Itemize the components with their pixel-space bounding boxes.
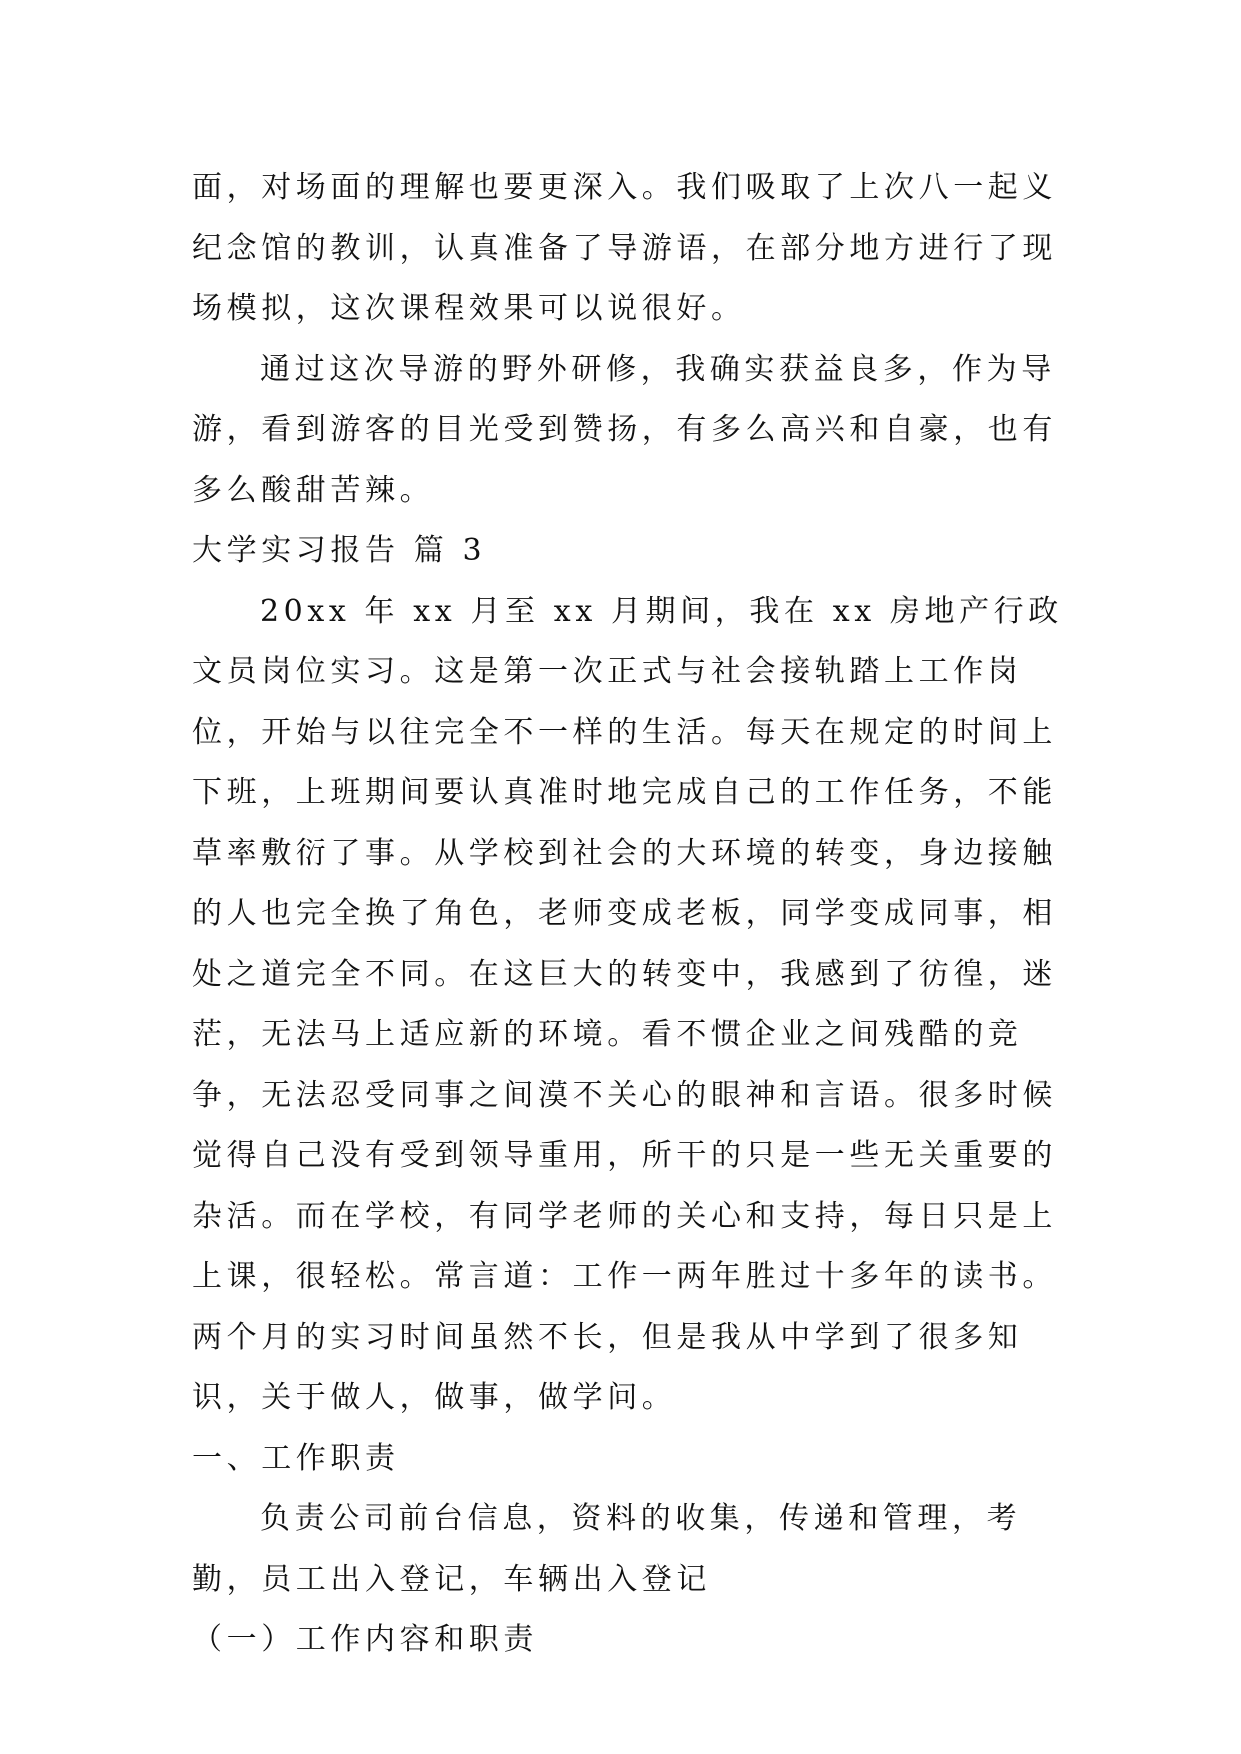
paragraph-intro: 20xx 年 xx 月至 xx 月期间，我在 xx 房地产行政文员岗位实习。这是第一次正式与社会接轨踏上工作岗位，开始与以往完全不一样的生活。每天在规定的时间上下班，上班期间要认真准时地完成自己的工作任务，不能草率敷衍了事。从学校到社会的大环境的转变，身边接触的人也完全换了角色，老师变成老板，同学变成同事，相处之道完全不同。在这巨大的转变中，我感到了彷徨，迷茫，无法马上适应新的环境。看不惯企业之间残酷的竞争，无法忍受同事之间漠不关心的眼神和言语。很多时候觉得自己没有受到领导重用，所干的只是一些无关重要的杂活。而在学校，有同学老师的关心和支持，每日只是上上课，很轻松。常言道：工作一两年胜过十多年的读书。两个月的实习时间虽然不长，但是我从中学到了很多知识，关于做人，做事，做学问。 — [192, 593, 1063, 1415]
heading-work-duties: 一、工作职责 — [192, 1440, 400, 1476]
paragraph-duties: 负责公司前台信息，资料的收集，传递和管理，考勤，员工出入登记，车辆出入登记 — [192, 1501, 1022, 1597]
paragraph-continuation: 面，对场面的理解也要更深入。我们吸取了上次八一起义纪念馆的教训，认真准备了导游语，在部分地方进行了现场模拟，这次课程效果可以说很好。 — [192, 170, 1057, 326]
document-body — [192, 158, 1067, 1671]
section-title: 大学实习报告 篇 3 — [192, 533, 487, 568]
heading-work-content: （一）工作内容和职责 — [192, 1622, 538, 1657]
paragraph-summary: 通过这次导游的野外研修，我确实获益良多，作为导游，看到游客的目光受到赞扬，有多么高兴和自豪，也有多么酸甜苦辣。 — [192, 351, 1057, 508]
